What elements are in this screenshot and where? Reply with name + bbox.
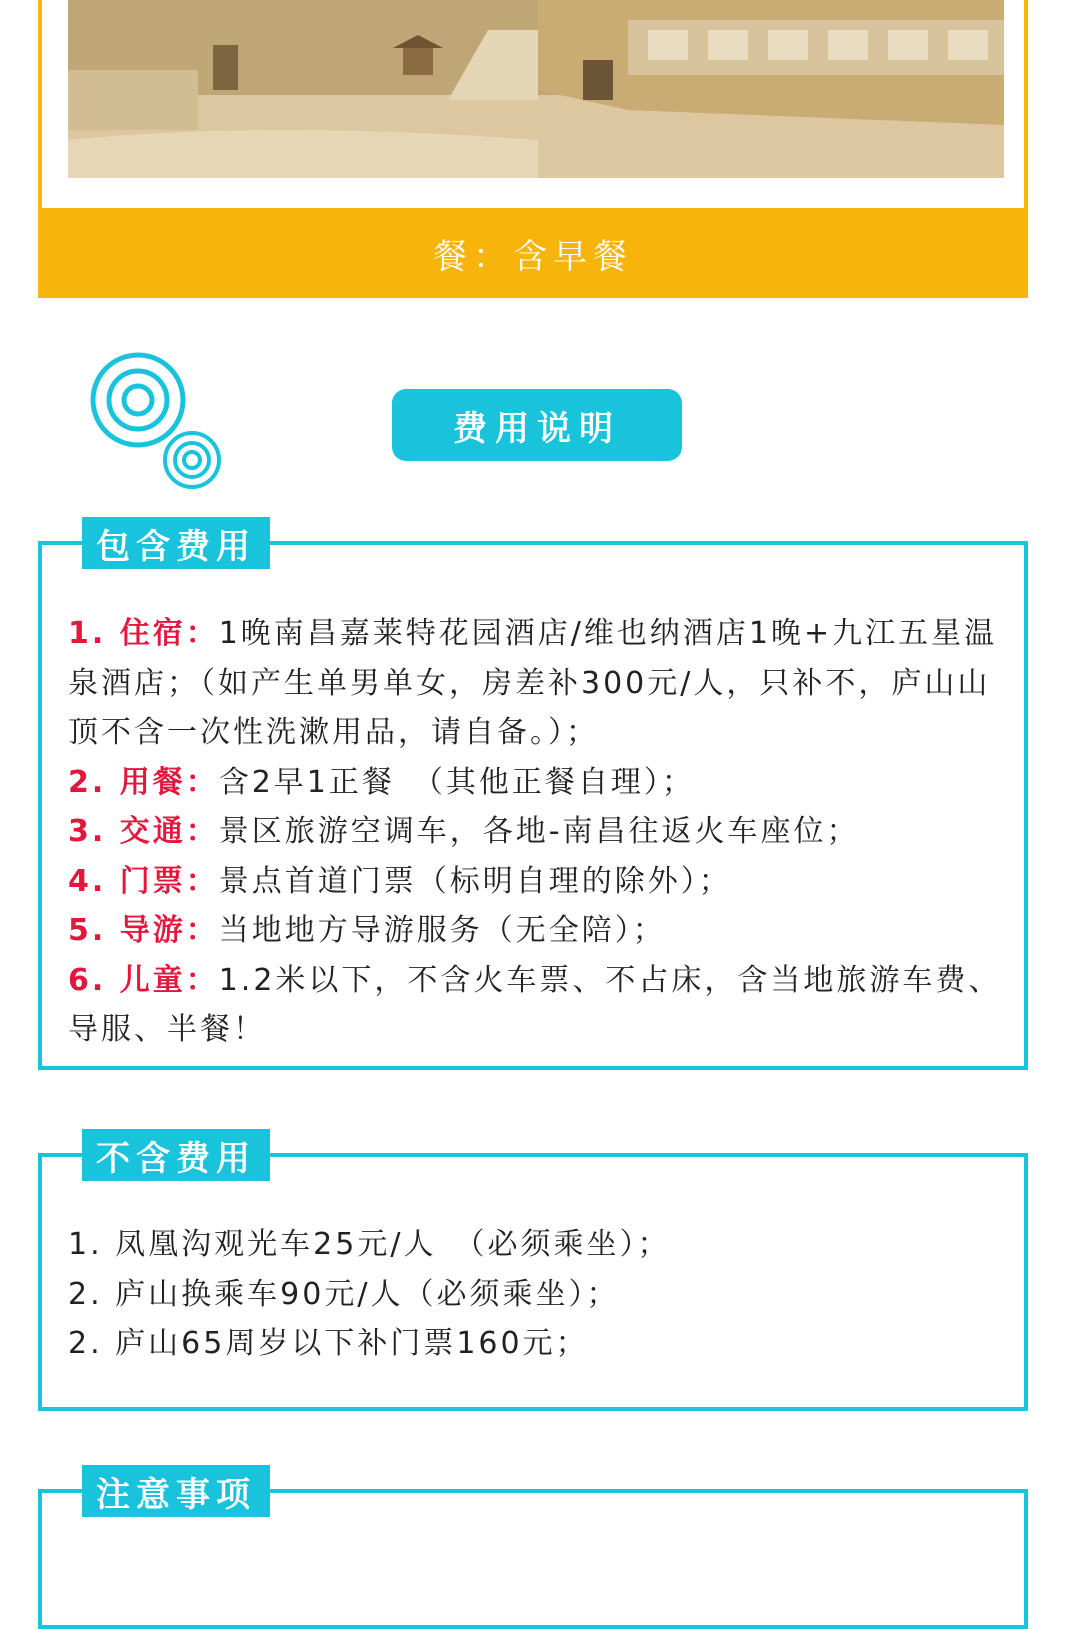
decorative-circles-icon (88, 350, 228, 495)
fee-header (392, 389, 682, 461)
temple-photo (68, 0, 1004, 178)
list-item: 3. 交通：景区旅游空调车，各地-南昌往返火车座位； (68, 814, 860, 849)
notes-tag (82, 1465, 270, 1517)
fee-header-text: 费用说明 (453, 408, 621, 449)
list-item: 1. 住宿：1晚南昌嘉莱特花园酒店/维也纳酒店1晚+九江五星温泉酒店；（如产生单男单女，房差补300元/人，只补不，庐山山顶不含一次性洗漱用品，请自备。）； (68, 616, 998, 750)
excluded-tag (82, 1129, 270, 1181)
list-item: 2. 庐山换乘车90元/人（必须乘坐）； (68, 1276, 620, 1312)
list-item: 1. 凤凰沟观光车25元/人 （必须乘坐）； (68, 1227, 671, 1262)
meal-text: 餐：含早餐 (433, 236, 633, 277)
meal-bar (38, 208, 1028, 298)
photo-card (38, 0, 1028, 208)
excluded-list (68, 1220, 1008, 1369)
list-item: 6. 儿童：1.2米以下，不含火车票、不占床，含当地旅游车费、导服、半餐！ (68, 962, 1002, 1047)
included-tag (82, 517, 270, 569)
included-title: 包含费用 (96, 526, 256, 567)
list-item: 2. 用餐：含2早1正餐 （其他正餐自理）； (68, 764, 695, 800)
notes-title: 注意事项 (96, 1474, 256, 1515)
included-list (68, 609, 1008, 1055)
list-item: 2. 庐山65周岁以下补门票160元； (68, 1326, 589, 1361)
list-item: 4. 门票：景点首道门票（标明自理的除外）； (68, 863, 732, 899)
list-item: 5. 导游：当地地方导游服务（无全陪）； (68, 913, 666, 948)
excluded-title: 不含费用 (96, 1138, 256, 1179)
